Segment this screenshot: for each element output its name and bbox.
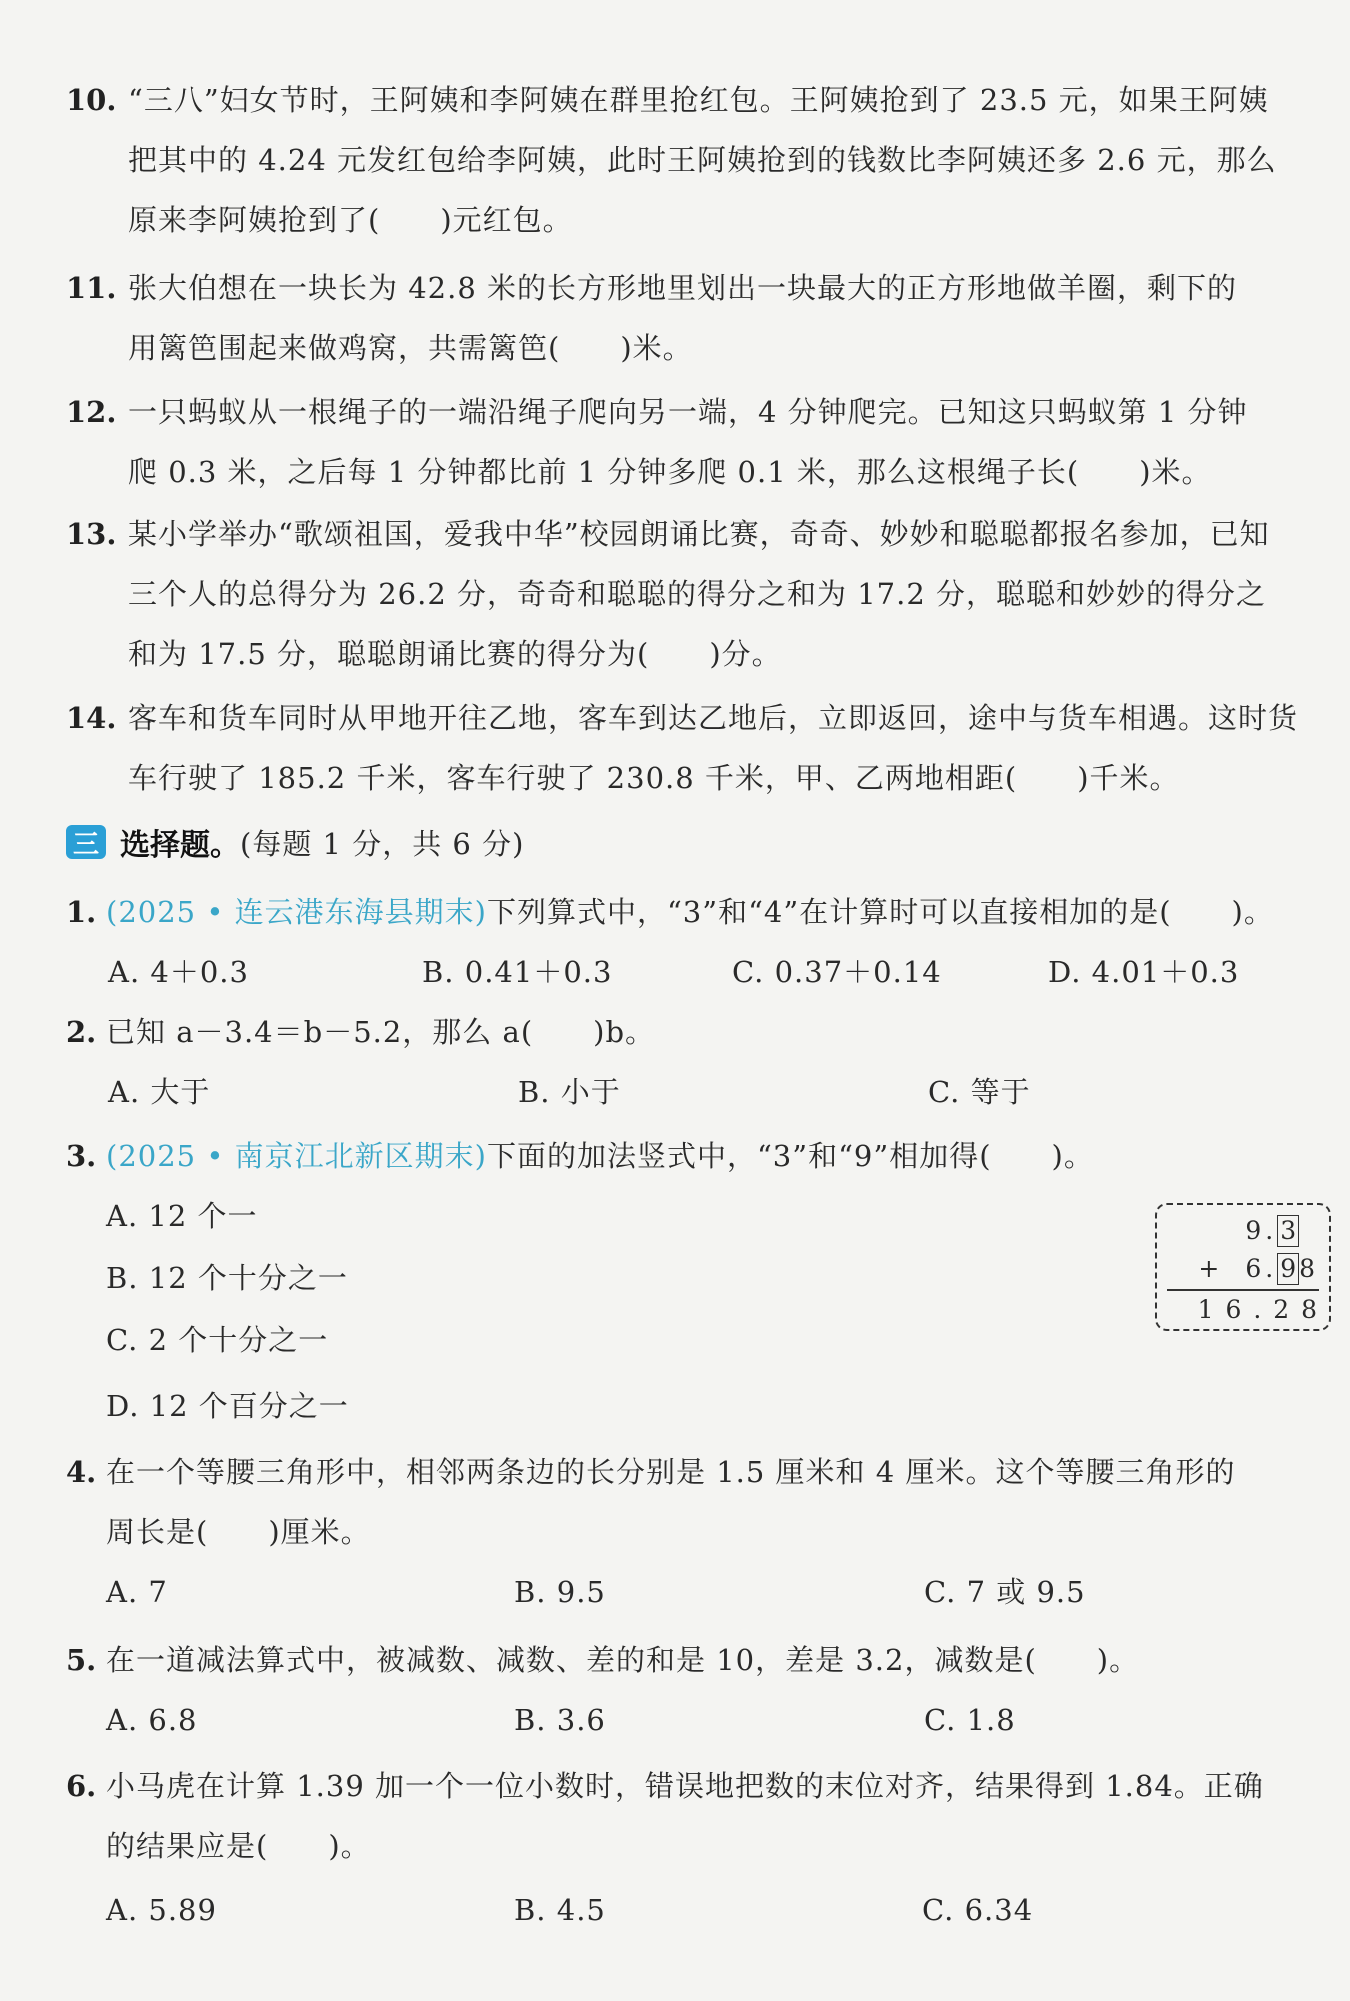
- decimal-point: .: [1265, 1216, 1278, 1245]
- question-stem: 下面的加法竖式中，“3”和“9”相加得( )。: [486, 1139, 1094, 1173]
- question-line: 用篱笆围起来做鸡窝，共需篱笆( )米。: [128, 331, 693, 365]
- choice-question-1: [66, 882, 1336, 1002]
- option-b[interactable]: B. 0.41＋0.3: [422, 955, 613, 989]
- digit: 9: [1245, 1216, 1266, 1245]
- choice-question-4: [66, 1442, 1336, 1622]
- section-score-note: (每题 1 分，共 6 分): [240, 826, 525, 861]
- question-stem: 在一道减法算式中，被减数、减数、差的和是 10，差是 3.2，减数是( )。: [106, 1643, 1140, 1677]
- question-number: 11.: [66, 271, 117, 305]
- question-text: [128, 258, 1350, 378]
- question-line: 一只蚂蚁从一根绳子的一端沿绳子爬向另一端，4 分钟爬完。已知这只蚂蚁第 1 分钟: [128, 395, 1248, 429]
- question-text: [106, 1126, 1350, 1186]
- question-number: 5.: [66, 1643, 97, 1677]
- question-source: (2025 • 连云港东海县期末): [106, 895, 487, 929]
- question-13: [66, 504, 1336, 684]
- question-text: [128, 382, 1350, 502]
- choice-question-6: [66, 1756, 1336, 1956]
- question-stem: 已知 a－3.4＝b－5.2，那么 a( )b。: [106, 1015, 656, 1049]
- question-11: [66, 258, 1336, 378]
- question-line: 小马虎在计算 1.39 加一个一位小数时，错误地把数的末位对齐，结果得到 1.84。正确: [106, 1769, 1264, 1803]
- addend-row-2: [1198, 1253, 1319, 1285]
- question-text: [106, 882, 1350, 942]
- question-text: [106, 1756, 1350, 1876]
- option-b[interactable]: B. 12 个十分之一: [106, 1261, 348, 1295]
- question-text: [106, 1630, 1350, 1690]
- option-c[interactable]: C. 1.8: [924, 1703, 1016, 1737]
- option-d[interactable]: D. 12 个百分之一: [106, 1389, 349, 1423]
- question-line: 某小学举办“歌颂祖国，爱我中华”校园朗诵比赛，奇奇、妙妙和聪聪都报名参加，已知: [128, 517, 1270, 551]
- question-10: [66, 70, 1336, 250]
- question-12: [66, 382, 1336, 502]
- question-source: (2025 • 南京江北新区期末): [106, 1139, 487, 1173]
- question-line: [106, 882, 1350, 942]
- option-c[interactable]: C. 2 个十分之一: [106, 1323, 329, 1357]
- question-number: 14.: [66, 701, 117, 735]
- question-line: “三八”妇女节时，王阿姨和李阿姨在群里抢红包。王阿姨抢到了 23.5 元，如果王阿姨: [128, 83, 1269, 117]
- question-text: [106, 1002, 1350, 1062]
- option-a[interactable]: A. 4＋0.3: [108, 955, 249, 989]
- digit: 6: [1245, 1254, 1266, 1283]
- option-a[interactable]: A. 5.89: [106, 1893, 217, 1927]
- sum-row: 1 6 . 2 8: [1197, 1295, 1319, 1324]
- option-b[interactable]: B. 小于: [518, 1075, 621, 1109]
- question-number: 1.: [66, 895, 97, 929]
- question-number: 3.: [66, 1139, 97, 1173]
- question-line: 的结果应是( )。: [106, 1829, 371, 1863]
- question-line: 在一个等腰三角形中，相邻两条边的长分别是 1.5 厘米和 4 厘米。这个等腰三角形的: [106, 1455, 1236, 1489]
- question-line: 张大伯想在一块长为 42.8 米的长方形地里划出一块最大的正方形地做羊圈，剩下的: [128, 271, 1238, 305]
- addend-row-1: [1245, 1215, 1319, 1247]
- option-d[interactable]: D. 4.01＋0.3: [1048, 955, 1240, 989]
- option-a[interactable]: A. 12 个一: [106, 1199, 258, 1233]
- question-number: 12.: [66, 395, 117, 429]
- question-number: 4.: [66, 1455, 97, 1489]
- question-text: [106, 1442, 1350, 1562]
- option-c[interactable]: C. 0.37＋0.14: [732, 955, 942, 989]
- question-line: 周长是( )厘米。: [106, 1515, 371, 1549]
- question-text: [128, 70, 1350, 250]
- choice-question-2: [66, 1002, 1336, 1122]
- question-line: 客车和货车同时从甲地开往乙地，客车到达乙地后，立即返回，途中与货车相遇。这时货: [128, 701, 1299, 735]
- boxed-digit: 9: [1277, 1253, 1299, 1285]
- option-b[interactable]: B. 4.5: [514, 1893, 606, 1927]
- question-stem: 下列算式中，“3”和“4”在计算时可以直接相加的是( )。: [486, 895, 1274, 929]
- question-number: 2.: [66, 1015, 97, 1049]
- digit: 8: [1299, 1254, 1319, 1283]
- question-line: 爬 0.3 米，之后每 1 分钟都比前 1 分钟多爬 0.1 米，那么这根绳子长( )米。: [128, 455, 1212, 489]
- question-number: 10.: [66, 83, 117, 117]
- question-line: 和为 17.5 分，聪聪朗诵比赛的得分为( )分。: [128, 637, 782, 671]
- question-text: [128, 504, 1350, 684]
- sum-line: [1167, 1289, 1319, 1291]
- option-b[interactable]: B. 3.6: [514, 1703, 606, 1737]
- question-number: 6.: [66, 1769, 97, 1803]
- question-text: [128, 688, 1350, 808]
- question-line: 三个人的总得分为 26.2 分，奇奇和聪聪的得分之和为 17.2 分，聪聪和妙妙的得分之: [128, 577, 1267, 611]
- choice-question-5: [66, 1630, 1336, 1750]
- question-number: 13.: [66, 517, 117, 551]
- plus-sign: +: [1198, 1254, 1224, 1283]
- option-c[interactable]: C. 6.34: [922, 1893, 1034, 1927]
- question-line: 把其中的 4.24 元发红包给李阿姨，此时王阿姨抢到的钱数比李阿姨还多 2.6 元，那么: [128, 143, 1277, 177]
- decimal-point: .: [1265, 1254, 1278, 1283]
- section-number-icon: 三: [66, 825, 106, 859]
- option-c[interactable]: C. 等于: [928, 1075, 1031, 1109]
- boxed-digit: 3: [1277, 1215, 1299, 1247]
- choice-question-3: [66, 1126, 1336, 1426]
- question-14: [66, 688, 1336, 808]
- section-heading: [66, 812, 524, 872]
- option-a[interactable]: A. 6.8: [106, 1703, 198, 1737]
- section-title: 选择题。: [120, 828, 240, 863]
- question-line: [106, 1126, 1350, 1186]
- question-line: 车行驶了 185.2 千米，客车行驶了 230.8 千米，甲、乙两地相距( )千米。: [128, 761, 1180, 795]
- option-a[interactable]: A. 7: [106, 1575, 168, 1609]
- question-line: 原来李阿姨抢到了( )元红包。: [128, 203, 573, 237]
- option-a[interactable]: A. 大于: [108, 1075, 211, 1109]
- option-c[interactable]: C. 7 或 9.5: [924, 1575, 1086, 1609]
- option-b[interactable]: B. 9.5: [514, 1575, 606, 1609]
- vertical-addition-figure: [1155, 1203, 1331, 1331]
